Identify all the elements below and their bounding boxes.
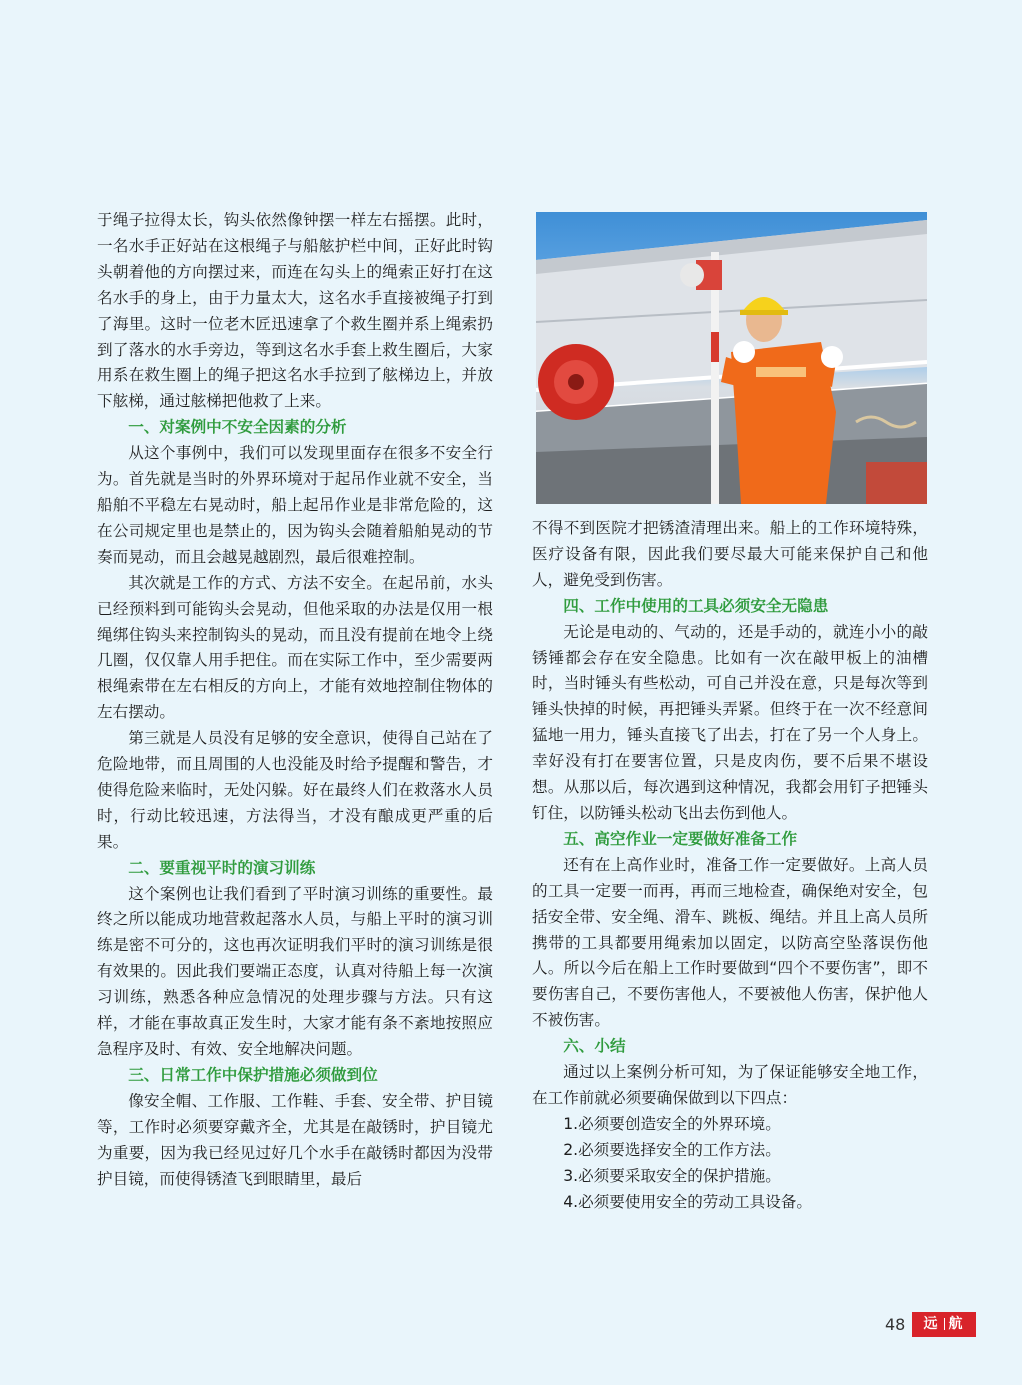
paragraph: 无论是电动的、气动的，还是手动的，就连小小的敲锈锤都会存在安全隐患。比如有一次在敲甲板上的油槽时，当时锤头有些松动，可自己并没在意，只是每次等到锤头快掉的时候，再把锤头弄紧。但终于在一次不经意间猛地一用力，锤头直接飞了出去，打在了另一个人身上。幸好没有打在要害位置，只是皮肉伤，要不后果不堪设想。从那以后，每次遇到这种情况，我都会用钉子把锤头钉住，以防锤头松动飞出去伤到他人。 bbox=[532, 622, 928, 822]
paragraph: 其次就是工作的方式、方法不安全。在起吊前，水头已经预料到可能钩头会晃动，但他采取的办法是仅用一根绳绑住钩头来控制钩头的晃动，而且没有提前在地令上绕几圈，仅仅靠人用手把住。而在实际工作中，至少需要两根绳索带在左右相反的方向上，才能有效地控制住物体的左右摆动。 bbox=[97, 573, 493, 722]
paragraph: 3.必须要采取安全的保护措施。 bbox=[563, 1166, 781, 1185]
paragraph: 不得不到医院才把锈渣清理出来。船上的工作环境特殊，医疗设备有限，因此我们要尽最大可能来保护自己和他人，避免受到伤害。 bbox=[532, 519, 928, 589]
magazine-logo bbox=[912, 1312, 976, 1337]
section-heading: 二、要重视平时的演习训练 bbox=[128, 858, 316, 877]
section-heading: 五、高空作业一定要做好准备工作 bbox=[563, 829, 798, 848]
paragraph: 4.必须要使用安全的劳动工具设备。 bbox=[563, 1192, 812, 1211]
section-heading: 六、小结 bbox=[563, 1037, 626, 1056]
section-heading: 四、工作中使用的工具必须安全无隐患 bbox=[563, 596, 829, 615]
paragraph: 还有在上高作业时，准备工作一定要做好。上高人员的工具一定要一而再，再而三地检查，确保绝对安全，包括安全带、安全绳、滑车、跳板、绳结。并且上高人员所携带的工具都要用绳索加以固定，以防高空坠落误伤他人。所以今后在船上工作时要做到“四个不要伤害”，即不要伤害自己，不要伤害他人，不要被他人伤害，保护他人不被伤害。 bbox=[532, 855, 928, 1030]
logo-separator bbox=[944, 1318, 945, 1330]
paragraph: 像安全帽、工作服、工作鞋、手套、安全带、护目镜等，工作时必须要穿戴齐全，尤其是在敲锈时，护目镜尤为重要，因为我已经见过好几个水手在敲锈时都因为没带护目镜，而使得锈渣飞到眼睛里，最后 bbox=[97, 1091, 493, 1188]
section-heading: 三、日常工作中保护措施必须做到位 bbox=[128, 1065, 378, 1084]
section-heading: 一、对案例中不安全因素的分析 bbox=[128, 418, 347, 437]
paragraph: 这个案例也让我们看到了平时演习训练的重要性。最终之所以能成功地营救起落水人员，与船上平时的演习训练是密不可分的，这也再次证明我们平时的演习训练是很有效果的。因此我们要端正态度，认真对待船上每一次演习训练，熟悉各种应急情况的处理步骤与方法。只有这样，才能在事故真正发生时，大家才能有条不紊地按照应急程序及时、有效、安全地解决问题。 bbox=[97, 884, 493, 1058]
photo-illustration bbox=[536, 212, 927, 504]
logo-char-left: 远 bbox=[923, 1316, 940, 1332]
page-number: 48 bbox=[885, 1315, 906, 1334]
paragraph: 通过以上案例分析可知，为了保证能够安全地工作，在工作前就必须要确保做到以下四点： bbox=[532, 1063, 928, 1107]
paragraph: 1.必须要创造安全的外界环境。 bbox=[563, 1114, 781, 1133]
paragraph: 第三就是人员没有足够的安全意识，使得自己站在了危险地带，而且周围的人也没能及时给予提醒和警告，才使得危险来临时，无处闪躲。好在最终人们在救落水人员时，行动比较迅速，方法得当，才没有酿成更严重的后果。 bbox=[97, 729, 493, 851]
left-column bbox=[97, 208, 493, 1192]
paragraph: 2.必须要选择安全的工作方法。 bbox=[563, 1140, 781, 1159]
right-column bbox=[532, 516, 928, 1215]
paragraph: 于绳子拉得太长，钩头依然像钟摆一样左右摇摆。此时，一名水手正好站在这根绳子与船舷护栏中间，正好此时钩头朝着他的方向摆过来，而连在勾头上的绳索正好打在这名水手的身上，由于力量太大，这名水手直接被绳子打到了海里。这时一位老木匠迅速拿了个救生圈并系上绳索扔到了落水的水手旁边，等到这名水手套上救生圈后，大家用系在救生圈上的绳子把这名水手拉到了舷梯边上，并放下舷梯，通过舷梯把他救了上来。 bbox=[97, 211, 493, 411]
paragraph: 从这个事例中，我们可以发现里面存在很多不安全行为。首先就是当时的外界环境对于起吊作业就不安全，当船舶不平稳左右晃动时，船上起吊作业是非常危险的，这在公司规定里也是禁止的，因为钩头会随着船舶晃动的节奏而晃动，而且会越晃越剧烈，最后很难控制。 bbox=[97, 444, 493, 566]
photo-sailor-on-deck bbox=[536, 212, 927, 504]
logo-char-right: 航 bbox=[948, 1316, 965, 1332]
